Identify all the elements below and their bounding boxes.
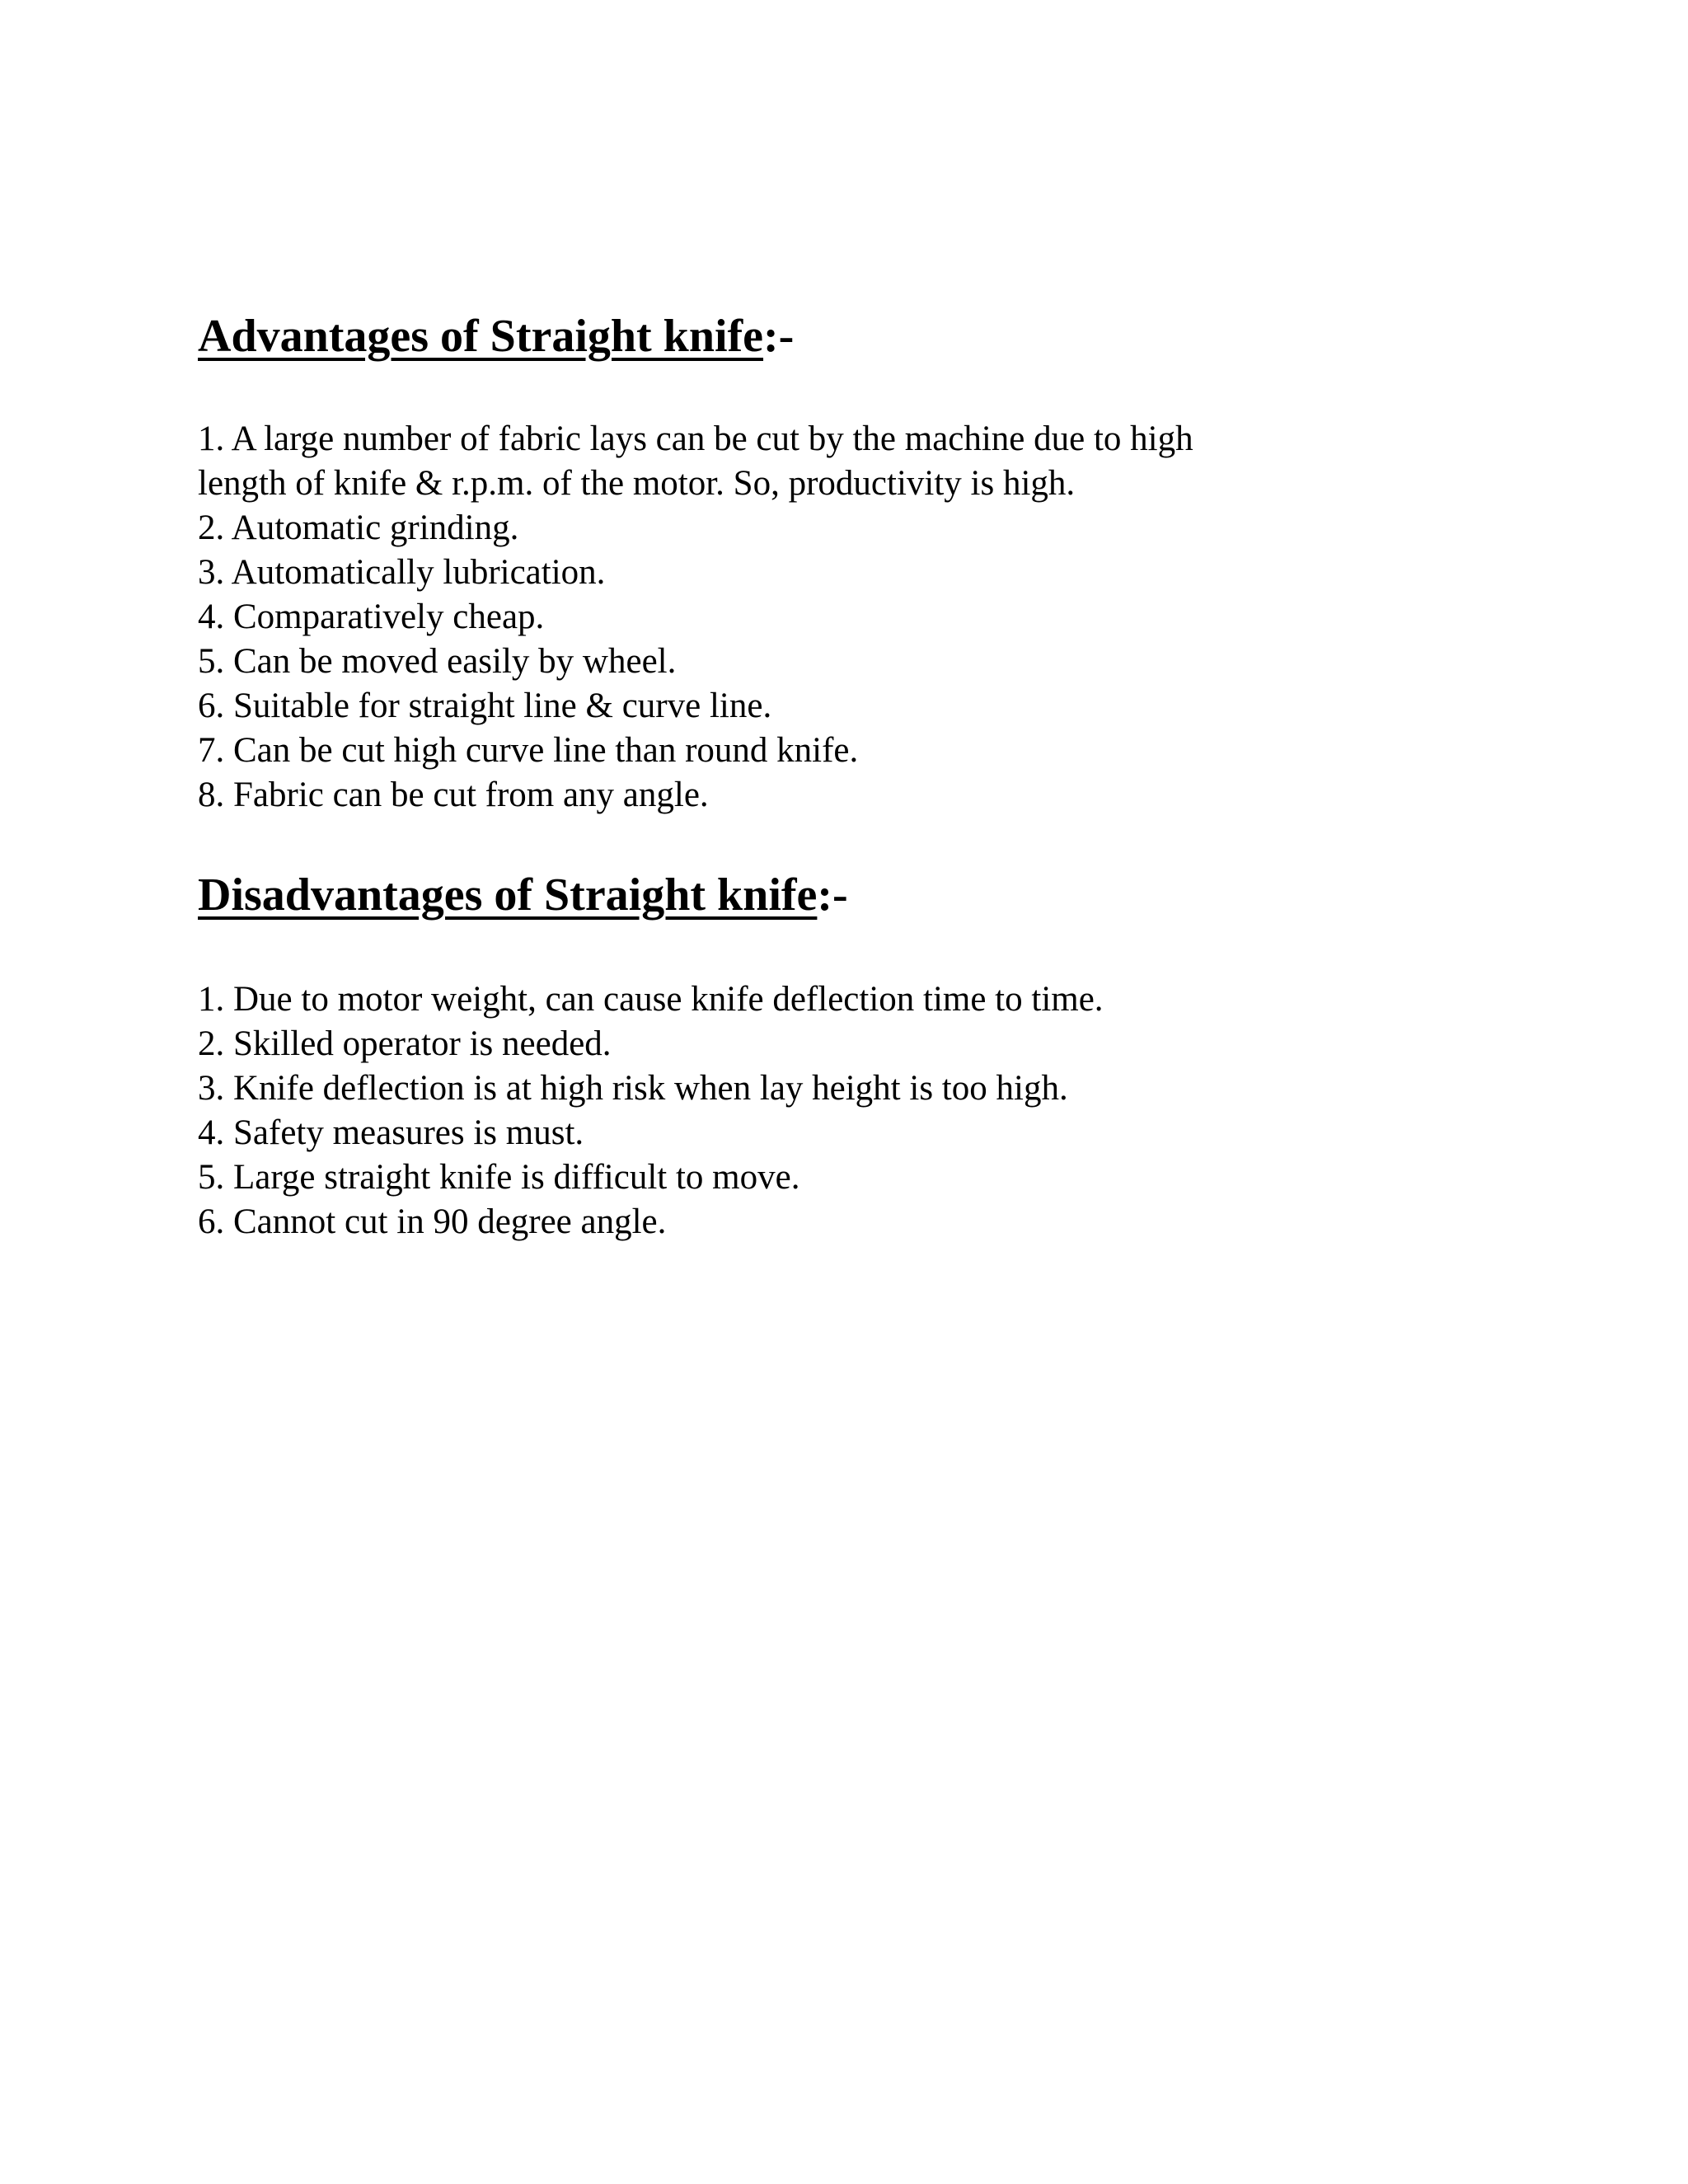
- item-text: Can be moved easily by wheel.: [233, 642, 677, 681]
- disadvantages-heading-title: Disadvantages of Straight knife: [198, 869, 818, 921]
- list-item: [198, 551, 1599, 595]
- list-item: [198, 640, 1599, 684]
- item-text: Due to motor weight, can cause knife deflection time to time.: [233, 980, 1104, 1019]
- list-item: [198, 506, 1599, 551]
- item-text: length of knife & r.p.m. of the motor. So, productivity is high.: [198, 464, 1076, 503]
- item-text: Automatically lubrication.: [231, 553, 606, 592]
- item-text: Can be cut high curve line than round knife.: [233, 731, 859, 770]
- list-item: [198, 729, 1599, 773]
- item-text: Large straight knife is difficult to move.: [233, 1158, 800, 1197]
- advantages-list: [198, 417, 1599, 818]
- item-number: 6.: [198, 687, 225, 725]
- advantages-section: [198, 305, 1599, 818]
- advantages-heading-suffix: :-: [763, 311, 795, 362]
- item-number: 8.: [198, 776, 225, 814]
- item-number: 1.: [198, 419, 225, 458]
- list-item: [198, 773, 1599, 818]
- item-text: Safety measures is must.: [233, 1113, 584, 1152]
- item-number: 1.: [198, 980, 225, 1019]
- list-item: [198, 1200, 1599, 1244]
- disadvantages-section: [198, 864, 1599, 1244]
- disadvantages-heading-suffix: :-: [817, 869, 848, 921]
- list-item: [198, 1022, 1599, 1066]
- item-text: Cannot cut in 90 degree angle.: [233, 1202, 667, 1241]
- item-text: Comparatively cheap.: [233, 598, 545, 636]
- item-text: A large number of fabric lays can be cut by the machine due to high: [231, 419, 1193, 458]
- item-number: 3.: [198, 553, 225, 592]
- item-text: Suitable for straight line & curve line.: [233, 687, 772, 725]
- list-item: [198, 1155, 1599, 1200]
- item-number: 3.: [198, 1069, 225, 1108]
- item-text: Automatic grinding.: [231, 509, 519, 547]
- advantages-heading-title: Advantages of Straight knife: [198, 311, 764, 362]
- list-item: [198, 1066, 1599, 1111]
- item-text: Skilled operator is needed.: [233, 1024, 612, 1063]
- item-number: 7.: [198, 731, 225, 770]
- item-number: 5.: [198, 1158, 225, 1197]
- item-text: Knife deflection is at high risk when lay height is too high.: [233, 1069, 1068, 1108]
- item-number: 2.: [198, 509, 225, 547]
- list-item: [198, 977, 1599, 1022]
- disadvantages-heading: [198, 864, 1599, 926]
- list-item: [198, 684, 1599, 729]
- item-number: 6.: [198, 1202, 225, 1241]
- item-number: 2.: [198, 1024, 225, 1063]
- item-number: 5.: [198, 642, 225, 681]
- list-item: [198, 595, 1599, 640]
- list-item-continuation: [198, 462, 1599, 506]
- item-number: 4.: [198, 1113, 225, 1152]
- list-item: [198, 1111, 1599, 1155]
- item-number: 4.: [198, 598, 225, 636]
- disadvantages-list: [198, 977, 1599, 1244]
- item-text: Fabric can be cut from any angle.: [233, 776, 709, 814]
- advantages-heading: [198, 305, 1599, 368]
- list-item: [198, 417, 1599, 462]
